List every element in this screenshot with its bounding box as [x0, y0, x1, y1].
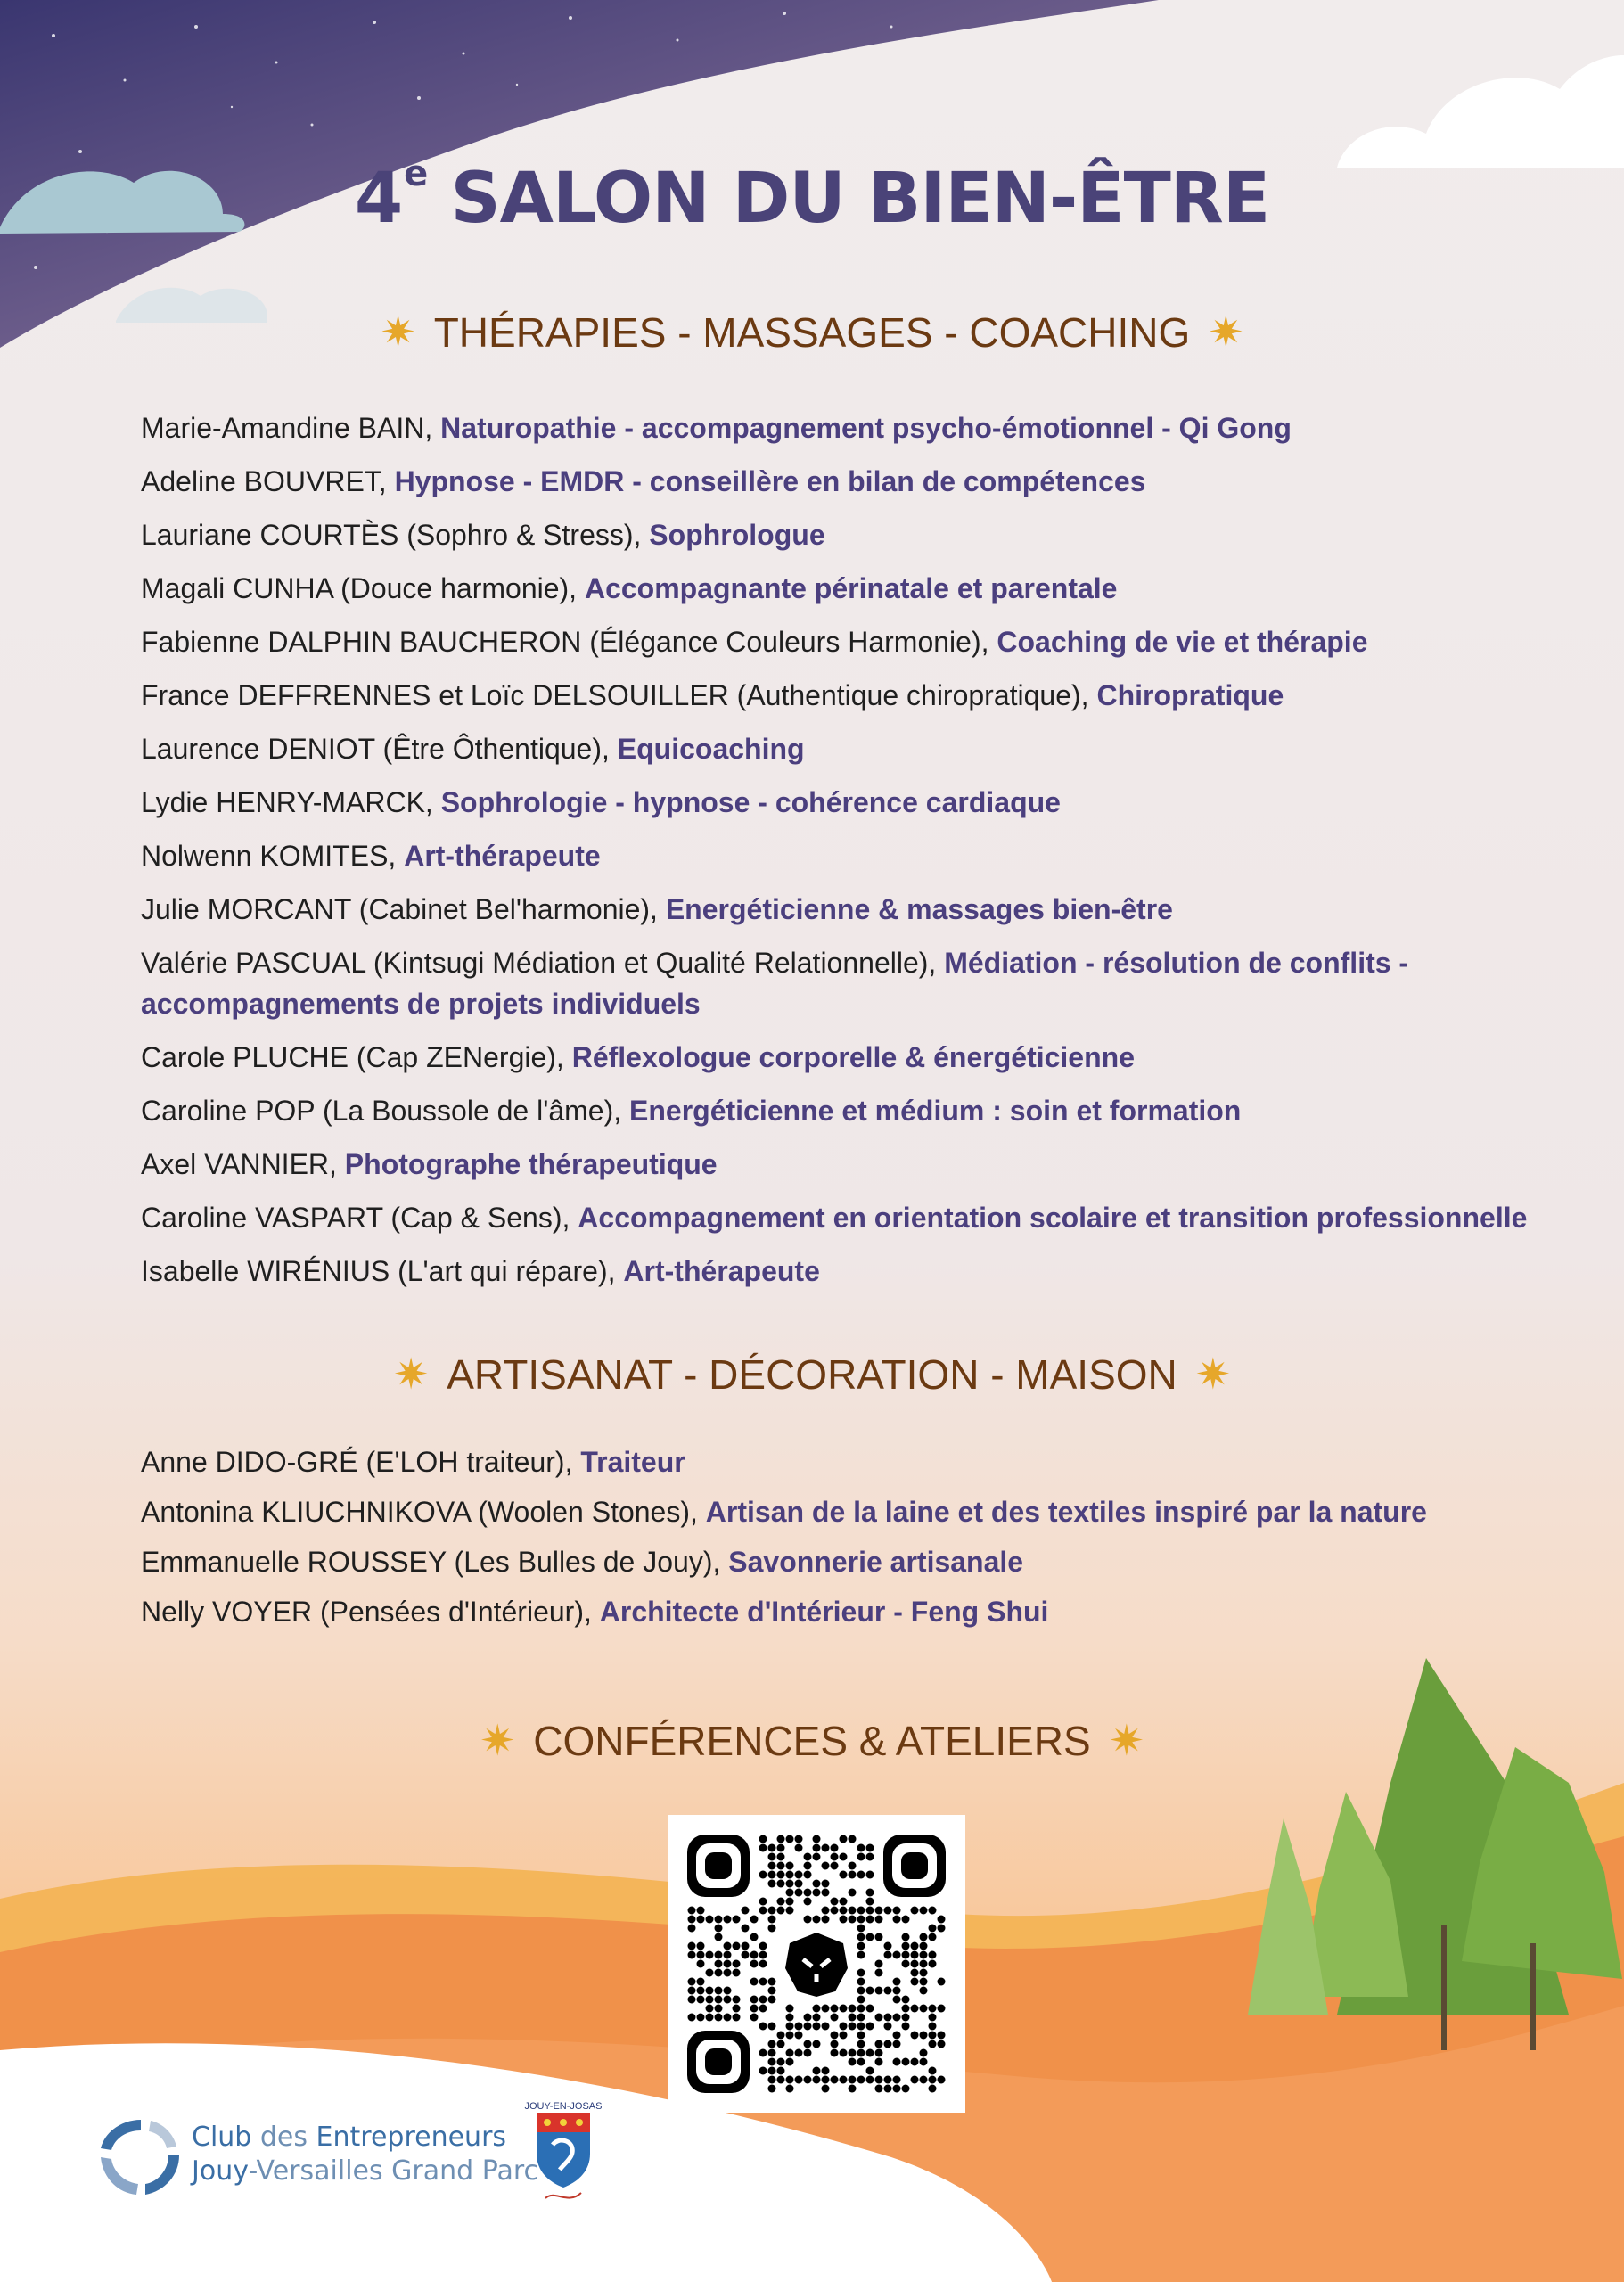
section-heading-conferences — [0, 1716, 1624, 1766]
club-word: Jouy — [192, 2155, 249, 2187]
therapies-list — [141, 407, 1567, 1304]
qr-code-pattern — [687, 1835, 946, 2093]
exhibitor-specialty: Réflexologue corporelle & énergéticienne — [571, 1041, 1135, 1073]
star-icon: ✷ — [1208, 309, 1244, 357]
title-number: 4 — [354, 159, 403, 239]
exhibitor-name: Adeline BOUVRET, — [141, 465, 387, 497]
list-item — [141, 407, 1567, 448]
page-title — [0, 153, 1624, 239]
exhibitor-name: Caroline VASPART (Cap & Sens), — [141, 1202, 570, 1234]
exhibitor-name: Valérie PASCUAL (Kintsugi Médiation et Qualité Relationnelle), — [141, 947, 937, 979]
star-icon: ✷ — [1194, 1351, 1231, 1399]
list-item — [141, 1197, 1567, 1238]
exhibitor-specialty: Equicoaching — [617, 733, 805, 765]
exhibitor-name: Isabelle WIRÉNIUS (L'art qui répare), — [141, 1255, 616, 1287]
list-item — [141, 728, 1567, 769]
exhibitor-name: Nelly VOYER (Pensées d'Intérieur), — [141, 1596, 592, 1628]
exhibitor-specialty: Energéticienne & massages bien-être — [665, 893, 1173, 925]
exhibitor-name: Anne DIDO-GRÉ (E'LOH traiteur), — [141, 1446, 573, 1478]
exhibitor-specialty: Savonnerie artisanale — [728, 1546, 1024, 1578]
exhibitor-specialty: Accompagnement en orientation scolaire et transition professionnelle — [578, 1202, 1528, 1234]
exhibitor-specialty: Accompagnante périnatale et parentale — [584, 572, 1118, 604]
exhibitor-name: Fabienne DALPHIN BAUCHERON (Élégance Couleurs Harmonie), — [141, 626, 989, 658]
list-item — [141, 621, 1567, 662]
exhibitor-specialty: Art-thérapeute — [404, 840, 601, 872]
title-superscript: e — [404, 153, 428, 194]
exhibitor-specialty: Chiropratique — [1096, 679, 1284, 711]
exhibitor-specialty: Photographe thérapeutique — [344, 1148, 718, 1180]
section-title: CONFÉRENCES & ATELIERS — [533, 1718, 1091, 1764]
exhibitor-specialty: Energéticienne et médium : soin et formation — [629, 1095, 1242, 1127]
exhibitor-name: Laurence DENIOT (Être Ôthentique), — [141, 733, 610, 765]
section-title: THÉRAPIES - MASSAGES - COACHING — [433, 309, 1191, 356]
section-heading-therapies — [0, 308, 1624, 357]
list-item — [141, 1441, 1567, 1482]
list-item — [141, 782, 1567, 823]
list-item — [141, 1541, 1567, 1582]
club-logo-text — [192, 2121, 538, 2188]
exhibitor-specialty: Naturopathie - accompagnement psycho-émotionnel - Qi Gong — [440, 412, 1292, 444]
exhibitor-specialty-continued: accompagnements de projets individuels — [141, 988, 701, 1020]
exhibitor-specialty: Artisan de la laine et des textiles inspiré par la nature — [705, 1496, 1427, 1528]
exhibitor-name: Julie MORCANT (Cabinet Bel'harmonie), — [141, 893, 658, 925]
exhibitor-specialty: Coaching de vie et thérapie — [997, 626, 1368, 658]
qr-code[interactable] — [668, 1815, 965, 2113]
star-icon: ✷ — [1108, 1718, 1144, 1765]
exhibitor-name: Magali CUNHA (Douce harmonie), — [141, 572, 578, 604]
club-logo-mark — [92, 2113, 190, 2202]
list-item — [141, 1491, 1567, 1532]
exhibitor-name: Emmanuelle ROUSSEY (Les Bulles de Jouy), — [141, 1546, 721, 1578]
exhibitor-name: Nolwenn KOMITES, — [141, 840, 397, 872]
section-title: ARTISANAT - DÉCORATION - MAISON — [447, 1351, 1177, 1398]
artisanat-list — [141, 1441, 1567, 1641]
list-item — [141, 675, 1567, 716]
title-text: SALON DU BIEN-ÊTRE — [450, 159, 1270, 239]
list-item — [141, 461, 1567, 502]
exhibitor-name: Marie-Amandine BAIN, — [141, 412, 433, 444]
star-icon: ✷ — [480, 1718, 516, 1765]
exhibitor-name: Antonina KLIUCHNIKOVA (Woolen Stones), — [141, 1496, 698, 1528]
exhibitor-name: Lauriane COURTÈS (Sophro & Stress), — [141, 519, 642, 551]
star-icon: ✷ — [380, 309, 416, 357]
exhibitor-name: France DEFFRENNES et Loïc DELSOUILLER (Authentique chiropratique), — [141, 679, 1089, 711]
list-item — [141, 1591, 1567, 1632]
club-word-light: -Versailles Grand Parc — [248, 2155, 538, 2187]
list-item — [141, 1144, 1567, 1185]
list-item — [141, 514, 1567, 555]
exhibitor-name: Lydie HENRY-MARCK, — [141, 786, 433, 818]
exhibitor-name: Caroline POP (La Boussole de l'âme), — [141, 1095, 622, 1127]
exhibitor-specialty: Architecte d'Intérieur - Feng Shui — [599, 1596, 1049, 1628]
list-item — [141, 1090, 1567, 1131]
list-item — [141, 889, 1567, 930]
exhibitor-specialty: Médiation - résolution de conflits - — [944, 947, 1409, 979]
exhibitor-specialty: Sophrologue — [649, 519, 825, 551]
crest-label: JOUY-EN-JOSAS — [524, 2101, 603, 2112]
star-icon: ✷ — [393, 1351, 430, 1399]
section-heading-artisanat — [0, 1350, 1624, 1400]
exhibitor-specialty: Sophrologie - hypnose - cohérence cardiaque — [440, 786, 1061, 818]
club-word: Entrepreneurs — [316, 2122, 507, 2153]
exhibitor-name: Axel VANNIER, — [141, 1148, 337, 1180]
list-item — [141, 942, 1567, 1024]
exhibitor-specialty: Hypnose - EMDR - conseillère en bilan de compétences — [394, 465, 1146, 497]
list-item — [141, 1037, 1567, 1078]
exhibitor-name: Carole PLUCHE (Cap ZENergie), — [141, 1041, 564, 1073]
jouy-crest-logo — [519, 2100, 608, 2216]
exhibitor-specialty: Traiteur — [580, 1446, 685, 1478]
club-word-light: des — [259, 2122, 316, 2153]
club-word: Club — [192, 2122, 260, 2153]
list-item — [141, 835, 1567, 876]
list-item — [141, 1251, 1567, 1292]
exhibitor-specialty: Art-thérapeute — [623, 1255, 820, 1287]
lion-icon — [781, 1928, 852, 1999]
list-item — [141, 568, 1567, 609]
